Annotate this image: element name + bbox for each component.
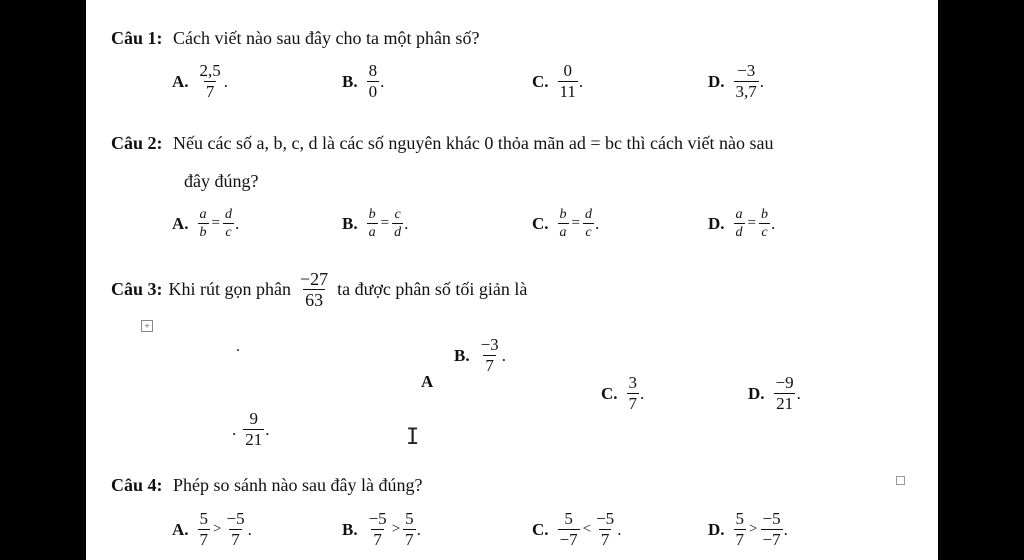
fraction: $\frac{b}{c}$ bbox=[761, 207, 768, 240]
q1-option-b[interactable]: B. $\frac{8}{0}$ . bbox=[342, 61, 385, 101]
q4-option-b[interactable]: B. $\frac{-5}{7}$ > $\frac{5}{7}$ . bbox=[342, 509, 421, 549]
stray-dot: . bbox=[236, 338, 240, 355]
option-label: B. bbox=[454, 345, 470, 365]
fraction: $\frac{5}{7}$ bbox=[735, 509, 745, 549]
q2-option-c[interactable]: C. $\frac{b}{a}$ = $\frac{d}{c}$ . bbox=[532, 207, 600, 240]
option-label: A. bbox=[172, 71, 189, 91]
fraction: $\frac{-3}{7}$ bbox=[480, 335, 499, 375]
option-label: A. bbox=[172, 213, 189, 233]
option-label: D. bbox=[708, 519, 725, 539]
q1-option-d[interactable]: D. $\frac{-3}{3,7}$ . bbox=[708, 61, 765, 101]
option-label: A. bbox=[172, 519, 189, 539]
fraction: $\frac{-5}{-7}$ bbox=[762, 509, 781, 549]
option-label: B. bbox=[342, 71, 358, 91]
fraction: $\frac{b}{a}$ bbox=[559, 207, 567, 240]
q3-option-c[interactable]: C. $\frac{3}{7}$ . bbox=[601, 373, 645, 413]
fraction: $\frac{-5}{7}$ bbox=[596, 509, 615, 549]
fraction: $\frac{0}{11}$ bbox=[559, 61, 576, 101]
q4-option-c[interactable]: C. $\frac{5}{-7}$ < $\frac{-5}{7}$ . bbox=[532, 509, 622, 549]
fraction: $\frac{-27}{63}$ bbox=[300, 269, 329, 310]
fraction: $\frac{d}{c}$ bbox=[585, 207, 592, 240]
question-4-label: Câu 4: bbox=[111, 475, 163, 495]
q4-option-a[interactable]: A. $\frac{5}{7}$ > $\frac{-5}{7}$ . bbox=[172, 509, 252, 549]
question-3-label: Câu 3: bbox=[111, 279, 163, 299]
fraction: $\frac{-5}{7}$ bbox=[368, 509, 387, 549]
question-1-label: Câu 1: bbox=[111, 28, 163, 48]
q4-option-d[interactable]: D. $\frac{5}{7}$ > $\frac{-5}{-7}$ . bbox=[708, 509, 788, 549]
question-2-text-line1: Nếu các số a, b, c, d là các số nguyên khác 0 thỏa mãn ad = bc thì cách viết nào sau bbox=[173, 133, 774, 153]
fraction: $\frac{9}{21}$ bbox=[245, 409, 263, 449]
fraction: $\frac{d}{c}$ bbox=[225, 207, 232, 240]
question-3 bbox=[111, 270, 527, 309]
question-3-text-after: ta được phân số tối giản là bbox=[337, 279, 528, 299]
q2-option-b[interactable]: B. $\frac{b}{a}$ = $\frac{c}{d}$ . bbox=[342, 207, 409, 240]
q2-option-a[interactable]: A. $\frac{a}{b}$ = $\frac{d}{c}$ . bbox=[172, 207, 240, 240]
document-page bbox=[86, 0, 938, 560]
q3-option-b[interactable]: B. $\frac{-3}{7}$ . bbox=[454, 335, 506, 375]
question-2-text-line2: đây đúng? bbox=[184, 171, 259, 191]
fraction: $\frac{5}{-7}$ bbox=[559, 509, 578, 549]
option-label: D. bbox=[748, 383, 765, 403]
option-label: C. bbox=[601, 383, 618, 403]
option-label: C. bbox=[532, 71, 549, 91]
option-label: C. bbox=[532, 519, 549, 539]
option-label: B. bbox=[342, 213, 358, 233]
question-1 bbox=[111, 28, 479, 49]
q3-option-d[interactable]: D. $\frac{-9}{21}$ . bbox=[748, 373, 801, 413]
fraction: $\frac{3}{7}$ bbox=[628, 373, 638, 413]
checkbox-icon[interactable] bbox=[896, 476, 905, 485]
fraction: $\frac{-9}{21}$ bbox=[775, 373, 794, 413]
fraction: $\frac{a}{b}$ bbox=[199, 207, 207, 240]
question-4-text: Phép so sánh nào sau đây là đúng? bbox=[173, 475, 423, 495]
fraction: $\frac{c}{d}$ bbox=[394, 207, 402, 240]
q1-option-c[interactable]: C. $\frac{0}{11}$ . bbox=[532, 61, 584, 101]
fraction: $\frac{2,5}{7}$ bbox=[199, 61, 221, 101]
question-2-label: Câu 2: bbox=[111, 133, 163, 153]
q3-option-a-label[interactable]: A bbox=[421, 372, 434, 391]
question-4 bbox=[111, 475, 422, 496]
question-1-text: Cách viết nào sau đây cho ta một phân số? bbox=[173, 28, 480, 48]
fraction: $\frac{-3}{3,7}$ bbox=[735, 61, 757, 101]
text-cursor-icon: I bbox=[406, 425, 420, 450]
question-2 bbox=[111, 133, 773, 154]
fraction: $\frac{a}{d}$ bbox=[735, 207, 743, 240]
option-label: D. bbox=[708, 213, 725, 233]
q3-option-a-value[interactable]: . $\frac{9}{21}$ . bbox=[232, 409, 270, 449]
option-label: D. bbox=[708, 71, 725, 91]
option-label: B. bbox=[342, 519, 358, 539]
question-3-text-before: Khi rút gọn phân bbox=[168, 279, 291, 299]
fraction: $\frac{5}{7}$ bbox=[405, 509, 414, 549]
move-icon[interactable]: + bbox=[141, 320, 153, 332]
q2-option-d[interactable]: D. $\frac{a}{d}$ = $\frac{b}{c}$ . bbox=[708, 207, 776, 240]
fraction: $\frac{8}{0}$ bbox=[368, 61, 378, 101]
fraction: $\frac{5}{7}$ bbox=[199, 509, 209, 549]
fraction: $\frac{-5}{7}$ bbox=[226, 509, 245, 549]
option-label: C. bbox=[532, 213, 549, 233]
q1-option-a[interactable]: A. $\frac{2,5}{7}$ . bbox=[172, 61, 229, 101]
fraction: $\frac{b}{a}$ bbox=[368, 207, 376, 240]
